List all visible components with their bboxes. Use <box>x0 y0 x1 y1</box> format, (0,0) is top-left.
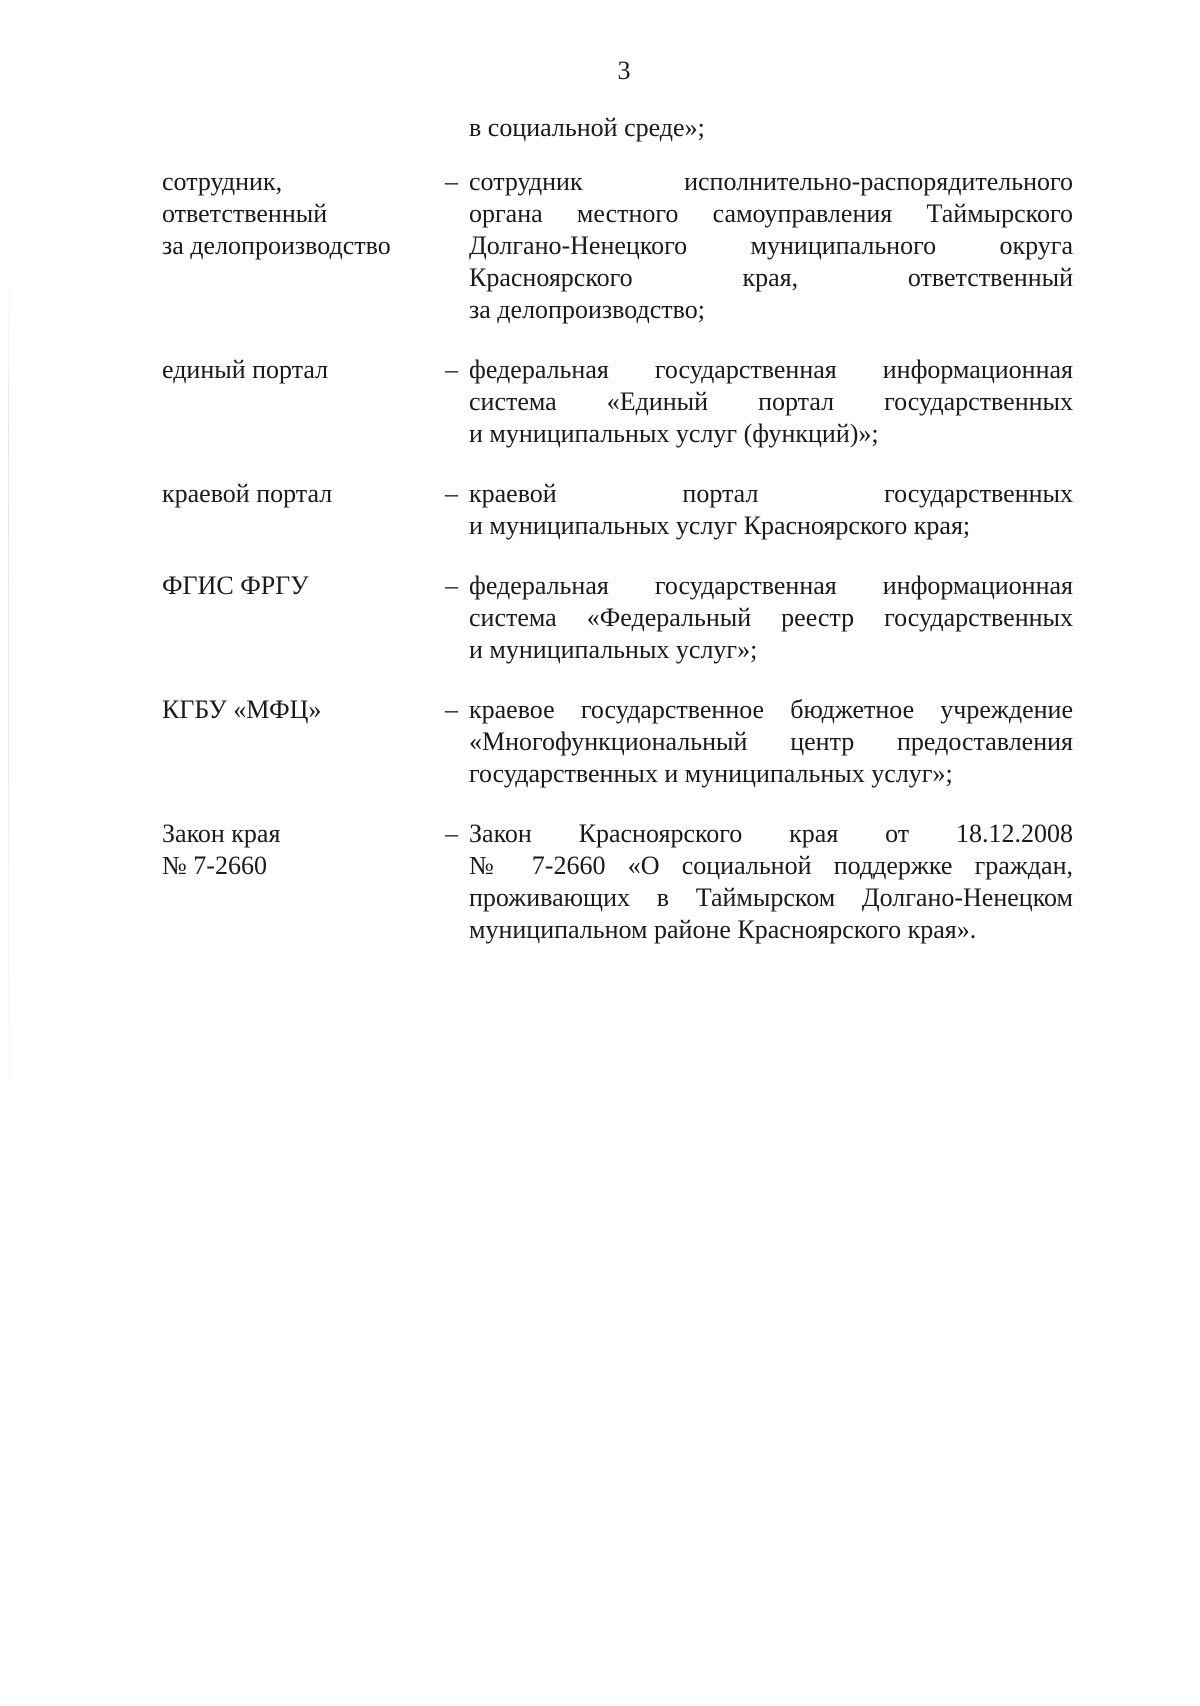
definition-row <box>162 694 1082 790</box>
definition-line: федеральная государственная информационная <box>469 355 1073 384</box>
definition-dash: – <box>445 167 458 196</box>
definition-line: «Многофункциональный центр предоставления <box>469 727 1073 756</box>
definition-line: проживающих в Таймырском Долгано-Ненецком <box>469 883 1073 912</box>
definitions-list <box>162 166 1082 974</box>
definition-description <box>469 694 1073 790</box>
definition-description <box>469 818 1073 946</box>
definition-dash: – <box>445 355 458 384</box>
definition-line: краевой портал государственных <box>469 479 1073 508</box>
definition-row <box>162 570 1082 666</box>
definition-dash: – <box>445 695 458 724</box>
definition-term: сотрудник, ответственный за делопроизводство <box>162 167 391 260</box>
definition-row <box>162 818 1082 946</box>
definition-term: КГБУ «МФЦ» <box>162 695 322 724</box>
definition-term: единый портал <box>162 355 329 384</box>
definition-term: краевой портал <box>162 479 333 508</box>
definition-line: сотрудник исполнительно-распорядительного <box>469 167 1073 196</box>
definition-line: Закон Красноярского края от 18.12.2008 <box>469 819 1073 848</box>
definition-description <box>469 478 1073 542</box>
definition-line: Долгано-Ненецкого муниципального округа <box>469 231 1073 260</box>
definition-line: за делопроизводство; <box>469 295 705 324</box>
definition-line: система «Единый портал государственных <box>469 387 1073 416</box>
definition-line: органа местного самоуправления Таймырского <box>469 199 1073 228</box>
definition-term: Закон края № 7-2660 <box>162 819 281 880</box>
definition-row <box>162 166 1082 326</box>
definition-line: муниципальном районе Красноярского края». <box>469 915 977 944</box>
definition-line: и муниципальных услуг Красноярского края; <box>469 511 971 540</box>
definition-line: и муниципальных услуг»; <box>469 635 758 664</box>
definition-dash: – <box>445 571 458 600</box>
definition-line: Красноярского края, ответственный <box>469 263 1073 292</box>
definition-row <box>162 478 1082 542</box>
scan-edge-line <box>8 260 9 1160</box>
page-number: 3 <box>617 56 631 85</box>
definition-dash: – <box>445 479 458 508</box>
definition-line: государственных и муниципальных услуг»; <box>469 759 953 788</box>
continuation-text: в социальной среде»; <box>469 113 705 142</box>
definition-description <box>469 354 1073 450</box>
definition-line: краевое государственное бюджетное учреждение <box>469 695 1073 724</box>
definition-dash: – <box>445 819 458 848</box>
definition-line: система «Федеральный реестр государственных <box>469 603 1073 632</box>
definition-line: федеральная государственная информационная <box>469 571 1073 600</box>
definition-description <box>469 570 1073 666</box>
definition-term: ФГИС ФРГУ <box>162 571 309 600</box>
definition-row <box>162 354 1082 450</box>
definition-description <box>469 166 1073 326</box>
definition-line: № 7-2660 «О социальной поддержке граждан, <box>469 851 1073 880</box>
definition-line: и муниципальных услуг (функций)»; <box>469 419 879 448</box>
